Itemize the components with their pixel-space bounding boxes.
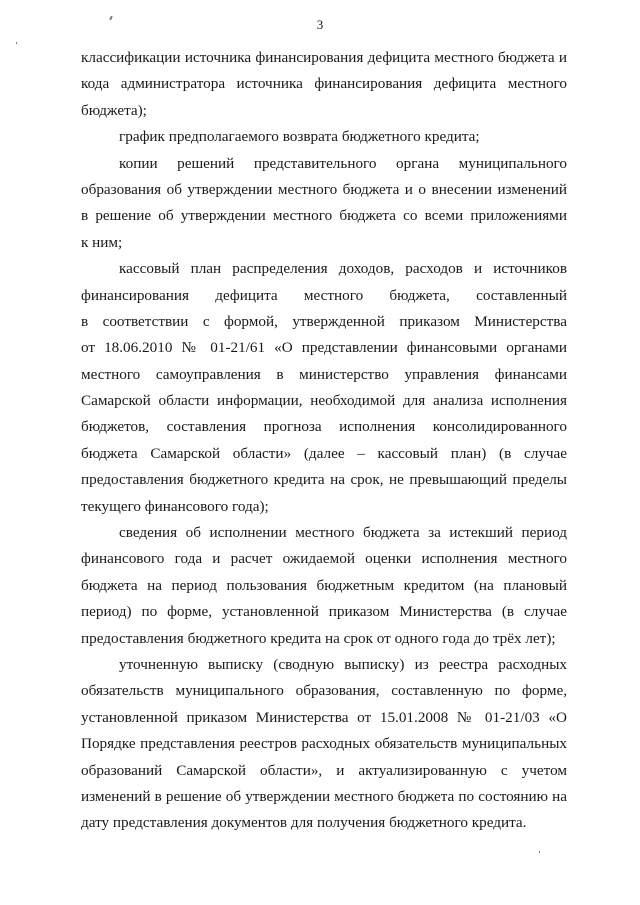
text-line: предоставления бюджетного кредита на срок, не превышающий пределы	[81, 471, 567, 489]
text-line: кассовый план распределения доходов, расходов и источников	[119, 260, 567, 278]
paragraph	[81, 124, 567, 150]
text-line: от 18.06.2010 № 01-21/61 «О представлении финансовыми органами	[81, 339, 567, 357]
text-line: финансирования дефицита местного бюджета, составленный	[81, 286, 567, 304]
paragraph	[81, 520, 567, 652]
paragraph	[81, 45, 567, 124]
text-line: в соответствии с формой, утвержденной приказом Министерства	[81, 312, 567, 330]
text-line: местного самоуправления в министерство управления финансами	[81, 365, 567, 383]
text-line: финансового года и расчет ожидаемой оценки исполнения местного	[81, 550, 567, 568]
text-line: образований Самарской области», и актуализированную с учетом	[81, 761, 567, 779]
text-line: кода администратора источника финансирования дефицита местного	[81, 75, 567, 93]
text-line: график предполагаемого возврата бюджетного кредита;	[119, 128, 480, 146]
text-line: к ним;	[81, 233, 123, 251]
text-line: классификации источника финансирования дефицита местного бюджета и	[81, 49, 567, 66]
page-number: 3	[316, 17, 324, 32]
text-line: копии решений представительного органа муниципального	[119, 154, 567, 172]
text-line: Самарской области информации, необходимой для анализа исполнения	[81, 392, 567, 410]
text-line: образования об утверждении местного бюджета и о внесении изменений	[81, 180, 567, 198]
text-line: установленной приказом Министерства от 15.01.2008 № 01-21/03 «О	[81, 708, 567, 726]
scan-speck	[16, 42, 17, 44]
text-line: в решение об утверждении местного бюджета со всеми приложениями	[81, 207, 567, 225]
text-line: период) по форме, установленной приказом Министерства (в случае	[81, 603, 567, 621]
text-line: уточненную выписку (сводную выписку) из реестра расходных	[119, 655, 567, 673]
text-line: текущего финансового года);	[81, 497, 269, 515]
text-line: бюджета Самарской области» (далее – кассовый план) (в случае	[81, 444, 567, 462]
paragraph	[81, 652, 567, 837]
text-line: дату представления документов для получения бюджетного кредита.	[81, 814, 527, 832]
text-line: изменений в решение об утверждении местного бюджета по состоянию на	[81, 787, 567, 805]
text-line: предоставления бюджетного кредита на срок от одного года до трёх лет);	[81, 629, 556, 647]
text-line: бюджета на период пользования бюджетным кредитом (на плановый	[81, 576, 567, 594]
text-line: обязательств муниципального образования, составленную по форме,	[81, 682, 567, 700]
text-line: бюджетов, составления прогноза исполнения консолидированного	[81, 418, 567, 436]
paragraph	[81, 151, 567, 257]
text-line: Порядке представления реестров расходных обязательств муниципальных	[81, 735, 567, 753]
document-body	[81, 45, 567, 837]
text-line: сведения об исполнении местного бюджета за истекший период	[119, 524, 567, 542]
text-line: бюджета);	[81, 101, 147, 119]
scan-speck	[539, 851, 540, 853]
paragraph	[81, 256, 567, 520]
